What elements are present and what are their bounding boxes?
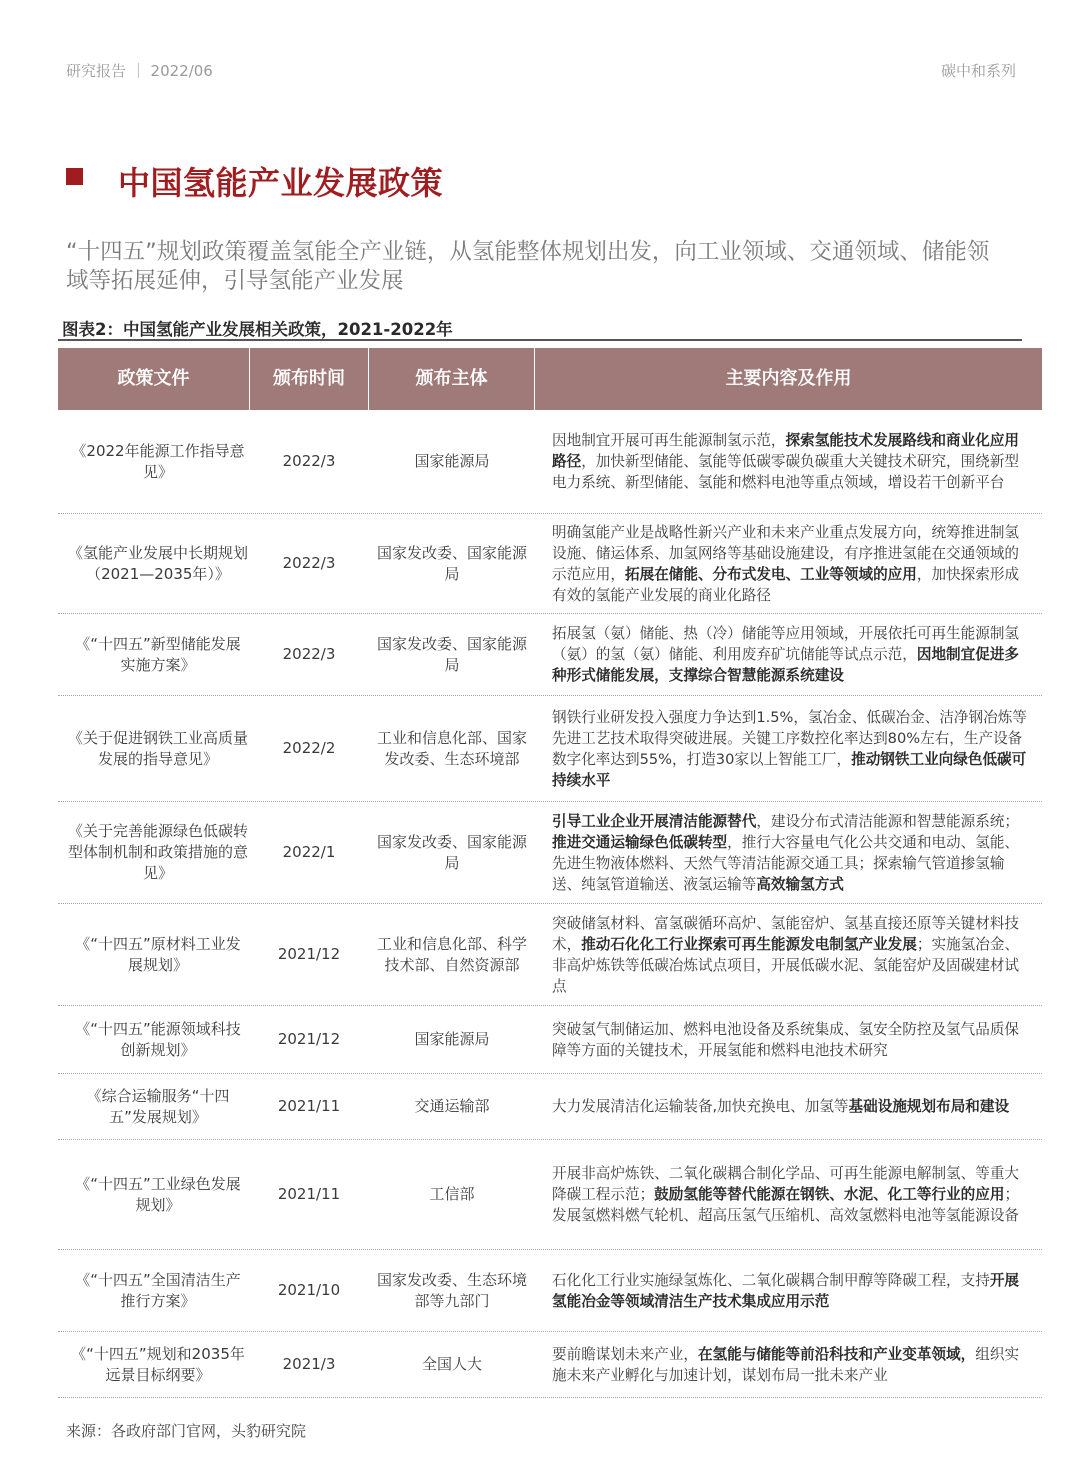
table-row: [58, 410, 1042, 514]
policy-document-text: 《“十四五”工业绿色发展规划》: [75, 1174, 241, 1214]
policy-document-text: 《关于促进钢铁工业高质量发展的指导意见》: [68, 728, 249, 768]
policy-content: [552, 904, 1032, 1005]
column-header-doc: 政策文件: [117, 368, 190, 389]
policy-document-text: 《“十四五”规划和2035年远景目标纲要》: [71, 1344, 245, 1384]
content-text: 因地制宜开展可再生能源制氢示范，: [552, 432, 786, 449]
issuing-body-text: 工业和信息化部、科学技术部、自然资源部: [376, 934, 527, 974]
policy-document: [68, 904, 248, 1005]
table-row: [58, 904, 1042, 1006]
policy-document-text: 《综合运输服务“十四五”发展规划》: [86, 1086, 230, 1126]
issuing-body-text: 国家发改委、国家能源局: [376, 634, 527, 674]
issuing-body-text: 国家发改委、生态环境部等九部门: [376, 1270, 527, 1310]
policy-document-text: 《2022年能源工作指导意见》: [71, 441, 245, 481]
issuing-body: [370, 802, 534, 903]
highlight-text: 基础设施规划布局和建设: [848, 1098, 1010, 1115]
issuing-body: [370, 1140, 534, 1249]
subtitle: “十四五”规划政策覆盖氢能全产业链，从氢能整体规划出发，向工业领域、交通领域、储能领域等拓展延伸，引导氢能产业发展: [66, 239, 990, 294]
report-label: 研究报告 ｜ 2022/06: [66, 62, 213, 80]
highlight-text: 拓展在储能、分布式发电、工业等领域的应用: [624, 565, 917, 583]
issuing-body-text: 国家能源局: [414, 1030, 490, 1048]
issuing-body-text: 全国人大: [421, 1355, 482, 1373]
policy-document: [68, 614, 248, 695]
issuing-body: [370, 614, 534, 695]
release-date-text: 2021/12: [277, 945, 341, 963]
content-text: ；实施氢冶金、非高炉炼铁等低碳冶炼试点项目，开展低碳水泥、氢能窑炉及固碳建材试点: [552, 935, 1020, 995]
page-title: 中国氢能产业发展政策: [118, 164, 444, 202]
policy-document: [68, 514, 248, 613]
content-text: ；发展氢燃料燃气轮机、超高压氢气压缩机、高效氢燃料电池等氢能源设备: [552, 1186, 1020, 1224]
policy-content: [552, 614, 1032, 695]
content-text: ，加快探索形成有效的氢能产业发展的商业化路径: [552, 565, 1020, 604]
policy-document: [68, 696, 248, 801]
column-header-issuer: 颁布主体: [415, 368, 488, 389]
policy-content: [552, 514, 1032, 613]
policy-document-text: 《“十四五”原材料工业发展规划》: [75, 934, 241, 974]
policy-document: [68, 1006, 248, 1073]
highlight-text: 推动钢铁工业向绿色低碳可持续水平: [552, 750, 1027, 789]
source-note: 来源：各政府部门官网，头豹研究院: [66, 1422, 307, 1440]
content-text: 石化化工行业实施绿氢炼化、二氧化碳耦合制甲醇等降碳工程，支持: [552, 1271, 990, 1289]
table-row: [58, 614, 1042, 696]
table-row: [58, 1006, 1042, 1074]
issuing-body: [370, 410, 534, 513]
release-date-text: 2021/12: [277, 1030, 341, 1048]
content-text: 开展非高炉炼铁、二氧化碳耦合制化学品、可再生能源电解制氢、等重大降碳工程示范；: [552, 1165, 1020, 1203]
highlight-text: 探索氢能技术发展路线和商业化应用路径: [552, 432, 1020, 470]
highlight-text: 因地制宜促进多种形式储能发展，支撑综合智慧能源系统建设: [552, 646, 1020, 684]
release-date-text: 2021/11: [277, 1097, 341, 1115]
release-date-text: 2021/10: [277, 1281, 341, 1299]
policy-document: [68, 1332, 248, 1397]
highlight-text: 高效输氢方式: [756, 875, 844, 893]
release-date: [250, 1140, 368, 1249]
release-date: [250, 1074, 368, 1139]
release-date-text: 2021/11: [277, 1185, 341, 1203]
release-date: [250, 802, 368, 903]
highlight-text: 引导工业企业开展清洁能源替代: [552, 812, 757, 830]
table-header: [58, 348, 1042, 410]
release-date-text: 2022/3: [282, 645, 336, 663]
table-row: [58, 1332, 1042, 1398]
policy-document: [68, 410, 248, 513]
issuing-body: [370, 1006, 534, 1073]
policy-content: [552, 1332, 1032, 1397]
highlight-text: 鼓励氢能等替代能源在钢铁、水泥、化工等行业的应用: [654, 1186, 1005, 1203]
policy-content: [552, 1140, 1032, 1249]
release-date: [250, 1250, 368, 1331]
column-header-date: 颁布时间: [273, 368, 345, 389]
figure-title: 图表2：中国氢能产业发展相关政策，2021-2022年: [62, 320, 453, 339]
policy-document-text: 《关于完善能源绿色低碳转型体制机制和政策措施的意见》: [68, 822, 249, 882]
policy-document: [68, 1074, 248, 1139]
release-date-text: 2022/3: [282, 554, 336, 572]
content-text: 组织实施未来产业孵化与加速计划，谋划布局一批未来产业: [552, 1345, 1020, 1384]
policy-document-text: 《“十四五”能源领域科技创新规划》: [75, 1019, 241, 1059]
series-label: 碳中和系列: [940, 62, 1016, 80]
page-header: [66, 60, 1016, 80]
highlight-text: 推进交通运输绿色低碳转型: [552, 833, 728, 851]
policy-content: [552, 1074, 1032, 1139]
issuing-body-text: 工业和信息化部、国家发改委、生态环境部: [376, 728, 527, 768]
table-row: [58, 1140, 1042, 1250]
release-date: [250, 1006, 368, 1073]
content-text: ，推行大容量电气化公共交通和电动、氢能、先进生物液体燃料、天然气等清洁能源交通工具；探索输气管道掺氢输送、纯氢管道输送、液氢运输等: [552, 833, 1020, 893]
policy-document-text: 《氢能产业发展中长期规划（2021—2035年）》: [68, 543, 249, 583]
figure-rule: [58, 339, 1022, 341]
highlight-text: 推动石化化工行业探索可再生能源发电制氢产业发展: [581, 935, 917, 953]
policy-document: [68, 1140, 248, 1249]
issuing-body: [370, 904, 534, 1005]
table-row: [58, 696, 1042, 802]
content-text: 钢铁行业研发投入强度力争达到1.5%，氢冶金、低碳冶金、洁净钢冶炼等先进工艺技术取得突破进展。关键工序数控化率达到80%左右，生产设备数字化率达到55%，打造30家以上智能工厂，: [552, 708, 1027, 768]
content-text: 拓展氢（氨）储能、热（冷）储能等应用领域，开展依托可再生能源制氢（氨）的氢（氨）储能、利用废弃矿坑储能等试点示范，: [552, 625, 1020, 663]
release-date-text: 2021/3: [282, 1355, 336, 1373]
issuing-body-text: 工信部: [429, 1185, 475, 1203]
policy-content: [552, 1006, 1032, 1073]
release-date-text: 2022/3: [282, 452, 336, 470]
column-header-content: 主要内容及作用: [725, 368, 852, 389]
release-date: [250, 904, 368, 1005]
content-text: 要前瞻谋划未来产业，: [552, 1345, 698, 1363]
content-text: 大力发展清洁化运输装备,加快充换电、加氢等: [552, 1098, 849, 1115]
table-row: [58, 1250, 1042, 1332]
policy-document-text: 《“十四五”新型储能发展实施方案》: [75, 634, 241, 674]
release-date: [250, 410, 368, 513]
policy-document: [68, 1250, 248, 1331]
issuing-body: [370, 1332, 534, 1397]
policy-document-text: 《“十四五”全国清洁生产推行方案》: [75, 1270, 241, 1310]
content-text: ，加快新型储能、氢能等低碳零碳负碳重大关键技术研究，围绕新型电力系统、新型储能、氢能和燃料电池等重点领域，增设若干创新平台: [552, 453, 1020, 491]
release-date: [250, 1332, 368, 1397]
release-date: [250, 696, 368, 801]
issuing-body: [370, 1074, 534, 1139]
issuing-body-text: 国家发改委、国家能源局: [376, 543, 527, 583]
release-date: [250, 514, 368, 613]
table-row: [58, 1074, 1042, 1140]
policy-document: [68, 802, 248, 903]
content-text: 突破氢气制储运加、燃料电池设备及系统集成、氢安全防控及氢气品质保障等方面的关键技术，开展氢能和燃料电池技术研究: [552, 1020, 1020, 1059]
issuing-body-text: 国家能源局: [414, 452, 490, 470]
issuing-body: [370, 696, 534, 801]
issuing-body-text: 交通运输部: [414, 1097, 490, 1115]
release-date-text: 2022/2: [282, 739, 336, 757]
content-text: ，建设分布式清洁能源和智慧能源系统；: [756, 812, 1020, 830]
issuing-body-text: 国家发改委、国家能源局: [376, 832, 527, 872]
release-date-text: 2022/1: [282, 843, 336, 861]
issuing-body: [370, 1250, 534, 1331]
release-date: [250, 614, 368, 695]
title-square-icon: [66, 168, 83, 185]
policy-content: [552, 696, 1032, 801]
content-text: 突破储氢材料、富氢碳循环高炉、氢能窑炉、氢基直接还原等关键材料技术，: [552, 914, 1020, 953]
table-row: [58, 802, 1042, 904]
issuing-body: [370, 514, 534, 613]
content-text: 明确氢能产业是战略性新兴产业和未来产业重点发展方向，统筹推进制氢设施、储运体系、加氢网络等基础设施建设，有序推进氢能在交通领域的示范应用，: [552, 523, 1020, 583]
policy-content: [552, 802, 1032, 903]
table-row: [58, 514, 1042, 614]
highlight-text: 在氢能与储能等前沿科技和产业变革领域，: [697, 1345, 976, 1363]
highlight-text: 开展氢能冶金等领域清洁生产技术集成应用示范: [552, 1271, 1020, 1310]
policy-content: [552, 1250, 1032, 1331]
policy-content: [552, 410, 1032, 513]
